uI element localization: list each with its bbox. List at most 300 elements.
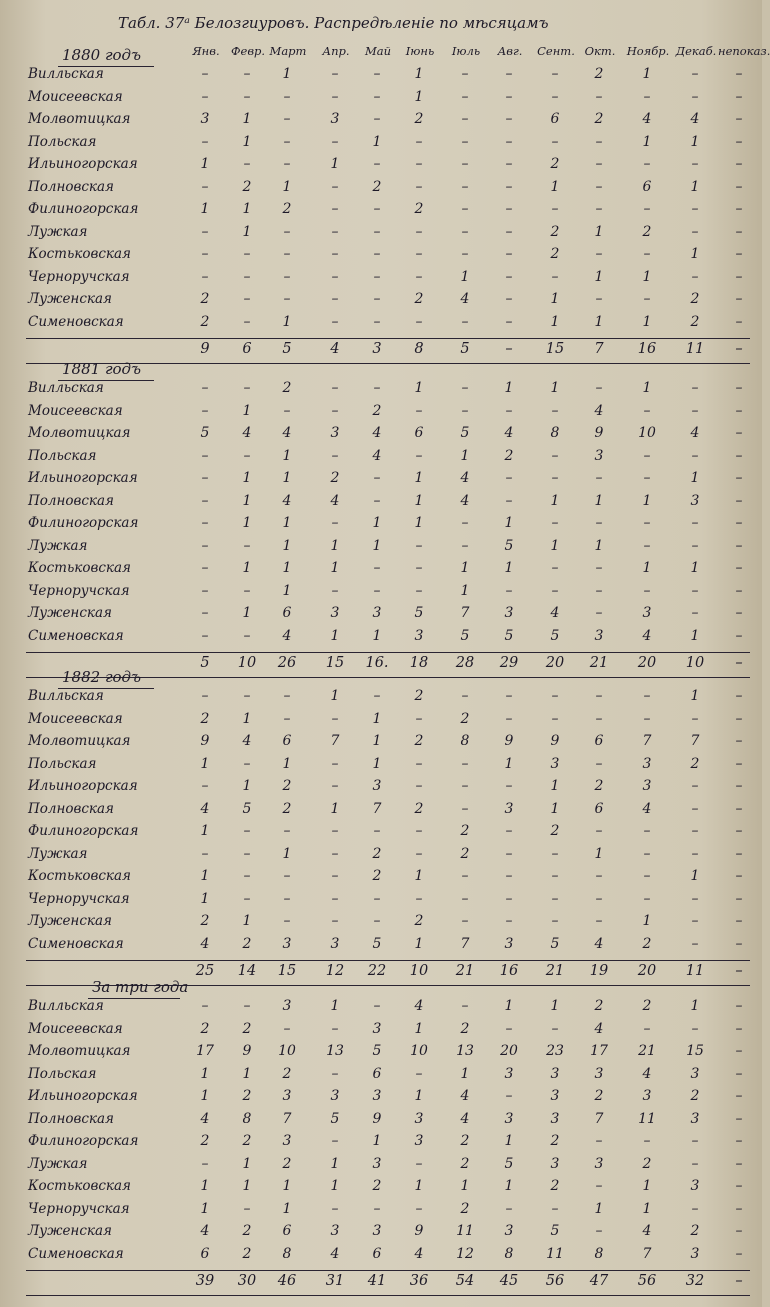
table-cell: 6: [414, 425, 424, 441]
total-cell: 20: [637, 963, 657, 979]
table-cell: 3: [330, 111, 340, 127]
row-name: Костьковская: [28, 868, 131, 884]
table-cell: 5: [550, 935, 560, 952]
table-cell: 2: [690, 755, 700, 772]
table-cell: –: [373, 890, 381, 907]
table-cell: –: [415, 582, 423, 599]
table-cell: –: [691, 1200, 699, 1217]
table-cell: –: [691, 800, 699, 817]
table-cell: –: [735, 755, 743, 772]
table-cell: 1: [330, 998, 340, 1014]
table-cell: 1: [504, 1178, 514, 1194]
total-cell: 16: [637, 341, 657, 357]
table-cell: –: [735, 66, 743, 82]
table-cell: 1: [642, 268, 652, 285]
table-cell: –: [735, 1020, 743, 1037]
table-cell: –: [595, 823, 603, 839]
table-cell: –: [243, 447, 251, 464]
row-name: Черноручская: [28, 890, 130, 907]
table-cell: –: [505, 582, 513, 599]
table-cell: 2: [460, 1133, 470, 1149]
table-cell: 8: [594, 1245, 604, 1262]
table-cell: 3: [504, 800, 514, 817]
table-cell: –: [551, 88, 559, 105]
table-cell: –: [595, 868, 603, 884]
column-header: Сент.: [537, 44, 575, 58]
row-name: Молвотицкая: [28, 733, 131, 749]
table-cell: –: [551, 868, 559, 884]
table-cell: –: [735, 178, 743, 195]
table-cell: 1: [690, 178, 700, 195]
row-name: Полновская: [28, 1110, 114, 1127]
table-cell: 4: [550, 605, 560, 621]
table-cell: 15: [686, 1043, 704, 1059]
table-cell: 1: [242, 778, 252, 794]
table-cell: 1: [460, 582, 470, 599]
table-cell: 1: [594, 268, 604, 285]
row-name: Моисеевская: [28, 88, 123, 105]
table-cell: –: [505, 823, 513, 839]
table-cell: –: [243, 755, 251, 772]
table-cell: 2: [242, 1088, 252, 1104]
table-cell: 1: [414, 66, 424, 82]
table-cell: –: [373, 156, 381, 172]
table-cell: –: [331, 402, 339, 419]
table-cell: 7: [594, 1110, 604, 1127]
table-cell: –: [595, 582, 603, 599]
table-cell: 2: [550, 1133, 560, 1149]
table-cell: 4: [200, 1223, 210, 1239]
table-cell: 4: [594, 1020, 604, 1037]
table-cell: 13: [456, 1043, 474, 1059]
table-cell: 1: [414, 935, 424, 952]
table-cell: 6: [594, 733, 604, 749]
table-cell: 1: [690, 998, 700, 1014]
table-cell: 8: [504, 1245, 514, 1262]
table-cell: –: [415, 246, 423, 262]
table-cell: 6: [550, 111, 560, 127]
row-name: Сименовская: [28, 1245, 124, 1262]
table-cell: –: [331, 823, 339, 839]
table-cell: –: [735, 470, 743, 486]
table-cell: 1: [282, 313, 292, 330]
table-cell: –: [595, 178, 603, 195]
table-cell: 2: [200, 291, 210, 307]
table-cell: –: [243, 998, 251, 1014]
table-cell: –: [331, 515, 339, 531]
table-cell: 5: [414, 605, 424, 621]
table-cell: 1: [690, 868, 700, 884]
total-cell: 11: [685, 963, 705, 979]
table-cell: 2: [242, 1223, 252, 1239]
table-cell: 3: [504, 935, 514, 952]
table-cell: 2: [504, 447, 514, 464]
table-cell: 1: [504, 1133, 514, 1149]
table-cell: –: [643, 582, 651, 599]
table-cell: 7: [690, 733, 700, 749]
table-cell: –: [735, 1155, 743, 1172]
table-cell: 1: [594, 1200, 604, 1217]
table-cell: –: [373, 913, 381, 929]
table-cell: –: [691, 778, 699, 794]
table-cell: –: [505, 178, 513, 195]
table-cell: –: [735, 156, 743, 172]
table-cell: 4: [504, 425, 514, 441]
table-cell: –: [505, 268, 513, 285]
table-cell: –: [283, 156, 291, 172]
table-cell: 1: [242, 560, 252, 576]
table-cell: –: [331, 1133, 339, 1149]
row-name: Сименовская: [28, 627, 124, 644]
table-cell: 2: [242, 1020, 252, 1037]
table-cell: –: [595, 201, 603, 217]
table-cell: 4: [282, 492, 292, 509]
table-cell: –: [373, 268, 381, 285]
table-cell: 6: [372, 1065, 382, 1082]
table-cell: –: [331, 710, 339, 727]
table-cell: 2: [460, 1155, 470, 1172]
table-cell: 1: [242, 201, 252, 217]
table-cell: –: [415, 890, 423, 907]
table-cell: 1: [282, 1178, 292, 1194]
table-cell: 4: [594, 402, 604, 419]
total-cell: 46: [277, 1273, 297, 1289]
table-cell: –: [735, 537, 743, 554]
table-cell: –: [201, 582, 209, 599]
table-cell: –: [331, 845, 339, 862]
table-cell: –: [373, 201, 381, 217]
table-cell: –: [691, 1155, 699, 1172]
table-cell: 3: [282, 1133, 292, 1149]
table-cell: –: [691, 823, 699, 839]
table-cell: 5: [372, 935, 382, 952]
table-cell: –: [551, 845, 559, 862]
table-cell: 1: [414, 470, 424, 486]
table-cell: 1: [642, 913, 652, 929]
table-cell: 1: [550, 291, 560, 307]
table-cell: 4: [642, 111, 652, 127]
table-cell: 3: [200, 111, 210, 127]
table-cell: –: [373, 380, 381, 396]
table-cell: –: [505, 1200, 513, 1217]
table-cell: 2: [550, 246, 560, 262]
table-cell: 3: [414, 627, 424, 644]
row-name: Лужкая: [28, 1155, 88, 1172]
total-cell: 28: [455, 655, 475, 671]
table-cell: 10: [410, 1043, 428, 1059]
table-cell: –: [505, 402, 513, 419]
column-header: Апр.: [322, 44, 350, 58]
total-cell: 18: [409, 655, 429, 671]
table-cell: 7: [372, 800, 382, 817]
table-cell: –: [415, 778, 423, 794]
total-cell: 29: [499, 655, 519, 671]
table-cell: –: [331, 178, 339, 195]
table-cell: –: [595, 1178, 603, 1194]
row-name: Черноручская: [28, 582, 130, 599]
table-cell: –: [595, 291, 603, 307]
row-name: Молвотицкая: [28, 1043, 131, 1059]
table-cell: 9: [242, 1043, 252, 1059]
total-cell: 47: [589, 1273, 609, 1289]
total-cell: 4: [330, 341, 340, 357]
table-cell: 4: [330, 1245, 340, 1262]
table-cell: –: [643, 402, 651, 419]
table-cell: –: [331, 291, 339, 307]
table-cell: 5: [242, 800, 252, 817]
table-cell: 9: [372, 1110, 382, 1127]
table-cell: –: [461, 88, 469, 105]
table-cell: 3: [330, 425, 340, 441]
table-cell: –: [373, 291, 381, 307]
table-cell: –: [735, 868, 743, 884]
table-cell: –: [595, 605, 603, 621]
table-cell: 2: [414, 291, 424, 307]
total-cell: 9: [200, 341, 210, 357]
table-cell: –: [461, 868, 469, 884]
table-cell: 1: [550, 778, 560, 794]
table-cell: 3: [550, 1110, 560, 1127]
table-cell: 2: [200, 913, 210, 929]
total-cell: –: [505, 341, 513, 357]
table-cell: –: [691, 1133, 699, 1149]
table-cell: –: [201, 223, 209, 240]
table-cell: 1: [550, 537, 560, 554]
table-cell: 3: [550, 1088, 560, 1104]
table-cell: –: [691, 402, 699, 419]
table-cell: –: [735, 1223, 743, 1239]
row-name: Луженская: [28, 1223, 112, 1239]
table-cell: 1: [642, 133, 652, 150]
table-cell: –: [461, 246, 469, 262]
row-name: Ильиногорская: [28, 156, 138, 172]
table-cell: –: [283, 402, 291, 419]
table-cell: 3: [282, 935, 292, 952]
table-cell: 1: [242, 223, 252, 240]
row-name: Польская: [28, 755, 97, 772]
table-cell: –: [331, 380, 339, 396]
table-cell: 2: [414, 201, 424, 217]
table-cell: –: [735, 111, 743, 127]
table-cell: –: [505, 778, 513, 794]
table-cell: 1: [242, 1178, 252, 1194]
total-cell: 26: [277, 655, 297, 671]
table-cell: 3: [594, 1155, 604, 1172]
table-cell: –: [595, 156, 603, 172]
table-cell: –: [735, 800, 743, 817]
table-cell: –: [201, 1155, 209, 1172]
table-cell: –: [505, 470, 513, 486]
table-cell: 5: [504, 627, 514, 644]
total-cell: 25: [195, 963, 215, 979]
table-cell: –: [551, 560, 559, 576]
table-cell: 4: [242, 733, 252, 749]
table-cell: –: [551, 268, 559, 285]
table-cell: –: [283, 688, 291, 704]
table-cell: –: [643, 537, 651, 554]
table-cell: 7: [642, 733, 652, 749]
table-cell: –: [201, 402, 209, 419]
table-cell: –: [643, 1020, 651, 1037]
table-cell: –: [551, 1020, 559, 1037]
total-cell: 5: [460, 341, 470, 357]
table-cell: –: [461, 537, 469, 554]
table-cell: –: [735, 515, 743, 531]
total-cell: 12: [325, 963, 345, 979]
table-cell: –: [331, 913, 339, 929]
table-cell: 2: [414, 111, 424, 127]
table-cell: –: [735, 268, 743, 285]
table-cell: –: [735, 402, 743, 419]
column-header: непоказ.: [718, 44, 770, 58]
table-cell: –: [595, 380, 603, 396]
table-cell: 1: [642, 1178, 652, 1194]
table-cell: 9: [200, 733, 210, 749]
total-cell: 56: [637, 1273, 657, 1289]
table-cell: –: [735, 1043, 743, 1059]
table-cell: 1: [242, 1155, 252, 1172]
total-cell: 54: [455, 1273, 475, 1289]
table-cell: 2: [690, 291, 700, 307]
table-cell: –: [415, 1200, 423, 1217]
table-cell: –: [461, 111, 469, 127]
table-cell: 7: [642, 1245, 652, 1262]
table-cell: 1: [200, 1200, 210, 1217]
table-cell: 3: [550, 1155, 560, 1172]
table-cell: 1: [282, 755, 292, 772]
table-cell: –: [373, 223, 381, 240]
row-name: Вилльская: [28, 688, 104, 704]
table-cell: 1: [200, 890, 210, 907]
table-cell: 4: [200, 1110, 210, 1127]
section-year-label: 1881 годъ: [62, 360, 142, 378]
table-cell: 8: [282, 1245, 292, 1262]
table-cell: 1: [372, 627, 382, 644]
table-cell: 9: [504, 733, 514, 749]
table-cell: –: [691, 537, 699, 554]
table-cell: –: [735, 1088, 743, 1104]
total-cell: 39: [195, 1273, 215, 1289]
row-name: Сименовская: [28, 313, 124, 330]
table-cell: 5: [550, 1223, 560, 1239]
total-cell: 30: [237, 1273, 257, 1289]
table-cell: 2: [282, 778, 292, 794]
table-cell: –: [691, 268, 699, 285]
row-name: Филиногорская: [28, 823, 139, 839]
table-cell: 5: [504, 537, 514, 554]
table-cell: 4: [372, 425, 382, 441]
table-cell: –: [373, 560, 381, 576]
total-cell: 5: [200, 655, 210, 671]
table-cell: 2: [242, 1133, 252, 1149]
table-cell: 1: [460, 447, 470, 464]
table-cell: 3: [550, 755, 560, 772]
table-cell: 2: [550, 1178, 560, 1194]
table-cell: –: [735, 778, 743, 794]
table-cell: 4: [414, 998, 424, 1014]
table-cell: –: [243, 291, 251, 307]
table-cell: –: [201, 605, 209, 621]
table-cell: –: [643, 291, 651, 307]
table-cell: 1: [242, 710, 252, 727]
table-cell: –: [595, 688, 603, 704]
table-cell: 1: [550, 492, 560, 509]
table-cell: 1: [460, 1178, 470, 1194]
table-cell: –: [551, 913, 559, 929]
table-cell: –: [461, 800, 469, 817]
row-name: Вилльская: [28, 380, 104, 396]
table-cell: 1: [414, 380, 424, 396]
table-cell: 1: [690, 560, 700, 576]
table-cell: 4: [594, 935, 604, 952]
row-name: Луженская: [28, 913, 112, 929]
table-cell: –: [505, 688, 513, 704]
table-cell: –: [243, 868, 251, 884]
row-name: Польская: [28, 133, 97, 150]
table-cell: –: [461, 313, 469, 330]
table-cell: –: [595, 913, 603, 929]
table-cell: 3: [690, 1110, 700, 1127]
table-cell: –: [691, 380, 699, 396]
table-cell: –: [735, 688, 743, 704]
table-cell: 3: [330, 935, 340, 952]
table-cell: 4: [460, 1110, 470, 1127]
row-name: Луженская: [28, 291, 112, 307]
table-cell: 5: [372, 1043, 382, 1059]
table-cell: 2: [200, 1133, 210, 1149]
table-cell: –: [735, 1133, 743, 1149]
table-cell: 1: [330, 688, 340, 704]
table-cell: 2: [642, 998, 652, 1014]
table-cell: –: [505, 223, 513, 240]
table-cell: –: [331, 268, 339, 285]
table-cell: 6: [642, 178, 652, 195]
table-cell: –: [283, 133, 291, 150]
row-name: Костьковская: [28, 246, 131, 262]
table-cell: 1: [330, 1178, 340, 1194]
table-cell: 2: [594, 998, 604, 1014]
table-cell: –: [505, 201, 513, 217]
total-cell: 21: [589, 655, 609, 671]
table-cell: –: [505, 133, 513, 150]
table-cell: 2: [372, 178, 382, 195]
table-cell: 1: [550, 998, 560, 1014]
table-cell: 1: [690, 246, 700, 262]
table-cell: –: [243, 268, 251, 285]
table-cell: 1: [282, 560, 292, 576]
table-cell: –: [415, 1065, 423, 1082]
table-cell: 2: [594, 66, 604, 82]
table-cell: 1: [414, 1178, 424, 1194]
table-cell: –: [243, 537, 251, 554]
table-cell: –: [373, 688, 381, 704]
table-cell: –: [373, 246, 381, 262]
table-cell: 1: [372, 537, 382, 554]
table-cell: 4: [690, 425, 700, 441]
table-cell: 1: [372, 755, 382, 772]
table-cell: 1: [372, 515, 382, 531]
total-cell: –: [735, 655, 743, 671]
row-name: Сименовская: [28, 935, 124, 952]
table-cell: 4: [372, 447, 382, 464]
total-cell: 20: [637, 655, 657, 671]
table-cell: –: [201, 492, 209, 509]
row-name: Филиногорская: [28, 201, 139, 217]
table-cell: –: [551, 1200, 559, 1217]
table-cell: –: [331, 66, 339, 82]
table-cell: 2: [690, 1088, 700, 1104]
table-cell: 4: [330, 492, 340, 509]
